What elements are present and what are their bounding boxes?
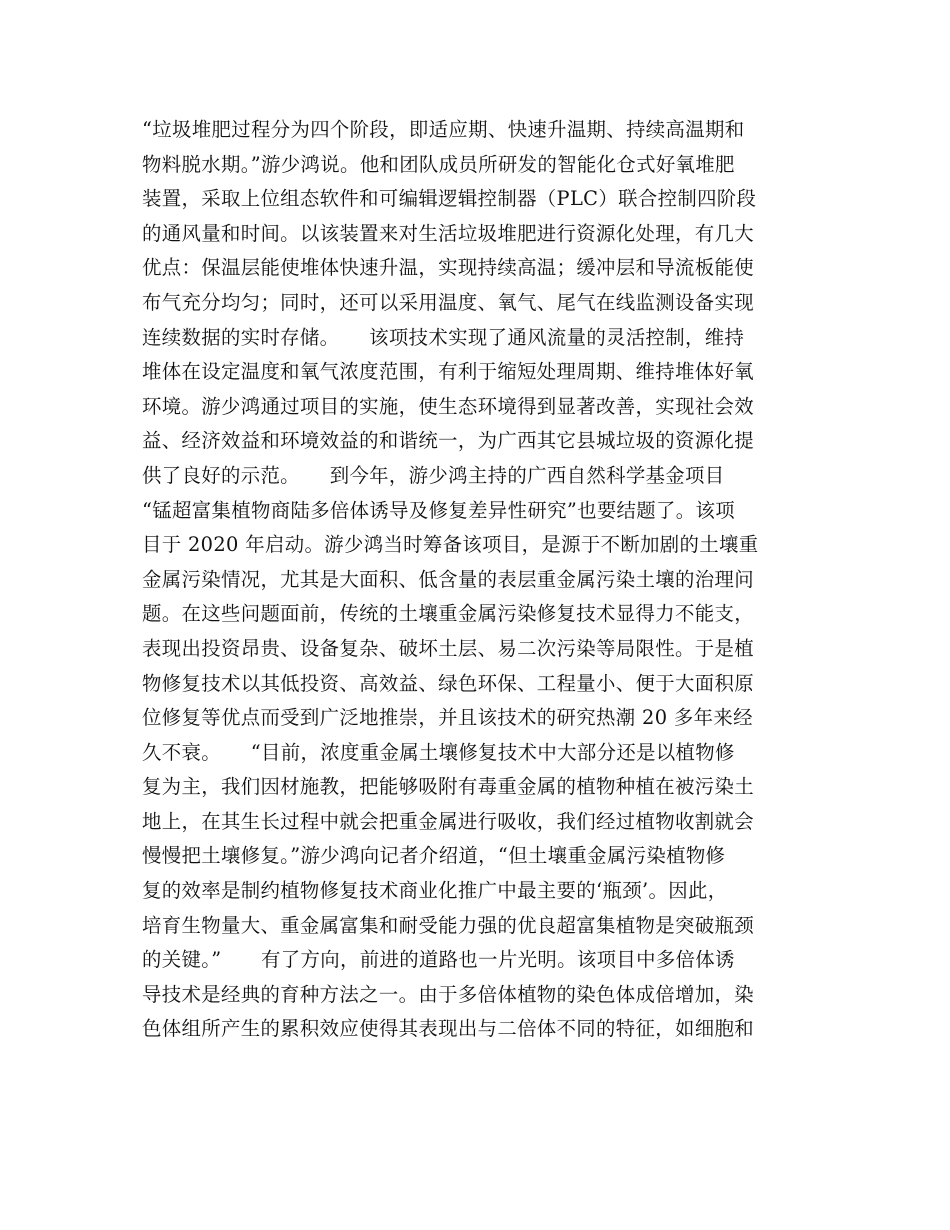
text-line: 色体组所产生的累积效应使得其表现出与二倍体不同的特征，如细胞和 — [142, 1017, 754, 1041]
text-line: 益、经济效益和环境效益的和谐统一，为广西其它县城垃圾的资源化提 — [142, 429, 754, 453]
text-line: 的通风量和时间。以该装置来对生活垃圾堆肥进行资源化处理，有几大 — [142, 221, 754, 245]
text-line: 复为主，我们因材施教，把能够吸附有毒重金属的植物种植在被污染土 — [142, 775, 754, 799]
text-line: 地上，在其生长过程中就会把重金属进行吸收，我们经过植物收割就会 — [142, 809, 754, 833]
text-line: 的关键。” 有了方向，前进的道路也一片光明。该项目中多倍体诱 — [142, 948, 735, 972]
text-line: “垃圾堆肥过程分为四个阶段，即适应期、快速升温期、持续高温期和 — [142, 118, 745, 141]
text-line: 堆体在设定温度和氧气浓度范围，有利于缩短处理周期、维持堆体好氧 — [142, 360, 754, 384]
text-line: 目于 2020 年启动。游少鸿当时筹备该项目，是源于不断加剧的土壤重 — [142, 533, 759, 557]
text-line: 装置，采取上位组态软件和可编辑逻辑控制器（PLC）联合控制四阶段 — [142, 187, 757, 211]
article-body — [142, 113, 822, 1047]
text-line: 位修复等优点而受到广泛地推崇，并且该技术的研究热潮 20 多年来经 — [142, 706, 753, 730]
text-line: 金属污染情况，尤其是大面积、低含量的表层重金属污染土壤的治理问 — [142, 567, 754, 591]
text-line: 优点：保温层能使堆体快速升温，实现持续高温；缓冲层和导流板能使 — [142, 256, 754, 280]
text-line: 培育生物量大、重金属富集和耐受能力强的优良超富集植物是突破瓶颈 — [142, 913, 754, 937]
text-line: 环境。游少鸿通过项目的实施，使生态环境得到显著改善，实现社会效 — [142, 394, 754, 418]
text-line: 物修复技术以其低投资、高效益、绿色环保、工程量小、便于大面积原 — [142, 671, 754, 695]
text-line: 题。在这些问题面前，传统的土壤重金属污染修复技术显得力不能支， — [142, 602, 754, 626]
text-line: 导技术是经典的育种方法之一。由于多倍体植物的染色体成倍增加，染 — [142, 982, 754, 1006]
text-line: 连续数据的实时存储。 该项技术实现了通风流量的灵活控制，维持 — [142, 325, 745, 349]
text-line: 慢慢把土壤修复。”游少鸿向记者介绍道，“但土壤重金属污染植物修 — [142, 844, 726, 868]
text-line: 物料脱水期。”游少鸿说。他和团队成员所研发的智能化仓式好氧堆肥 — [142, 152, 735, 176]
text-line: 表现出投资昂贵、设备复杂、破坏土层、易二次污染等局限性。于是植 — [142, 636, 754, 660]
text-line: 供了良好的示范。 到今年，游少鸿主持的广西自然科学基金项目 — [142, 463, 725, 487]
text-line: 布气充分均匀；同时，还可以采用温度、氧气、尾气在线监测设备实现 — [142, 290, 754, 314]
text-line: “锰超富集植物商陆多倍体诱导及修复差异性研究”也要结题了。该项 — [142, 498, 736, 522]
text-line: 久不衰。 “目前，浓度重金属土壤修复技术中大部分还是以植物修 — [142, 740, 735, 764]
text-line: 复的效率是制约植物修复技术商业化推广中最主要的‘瓶颈’。因此， — [142, 879, 728, 903]
